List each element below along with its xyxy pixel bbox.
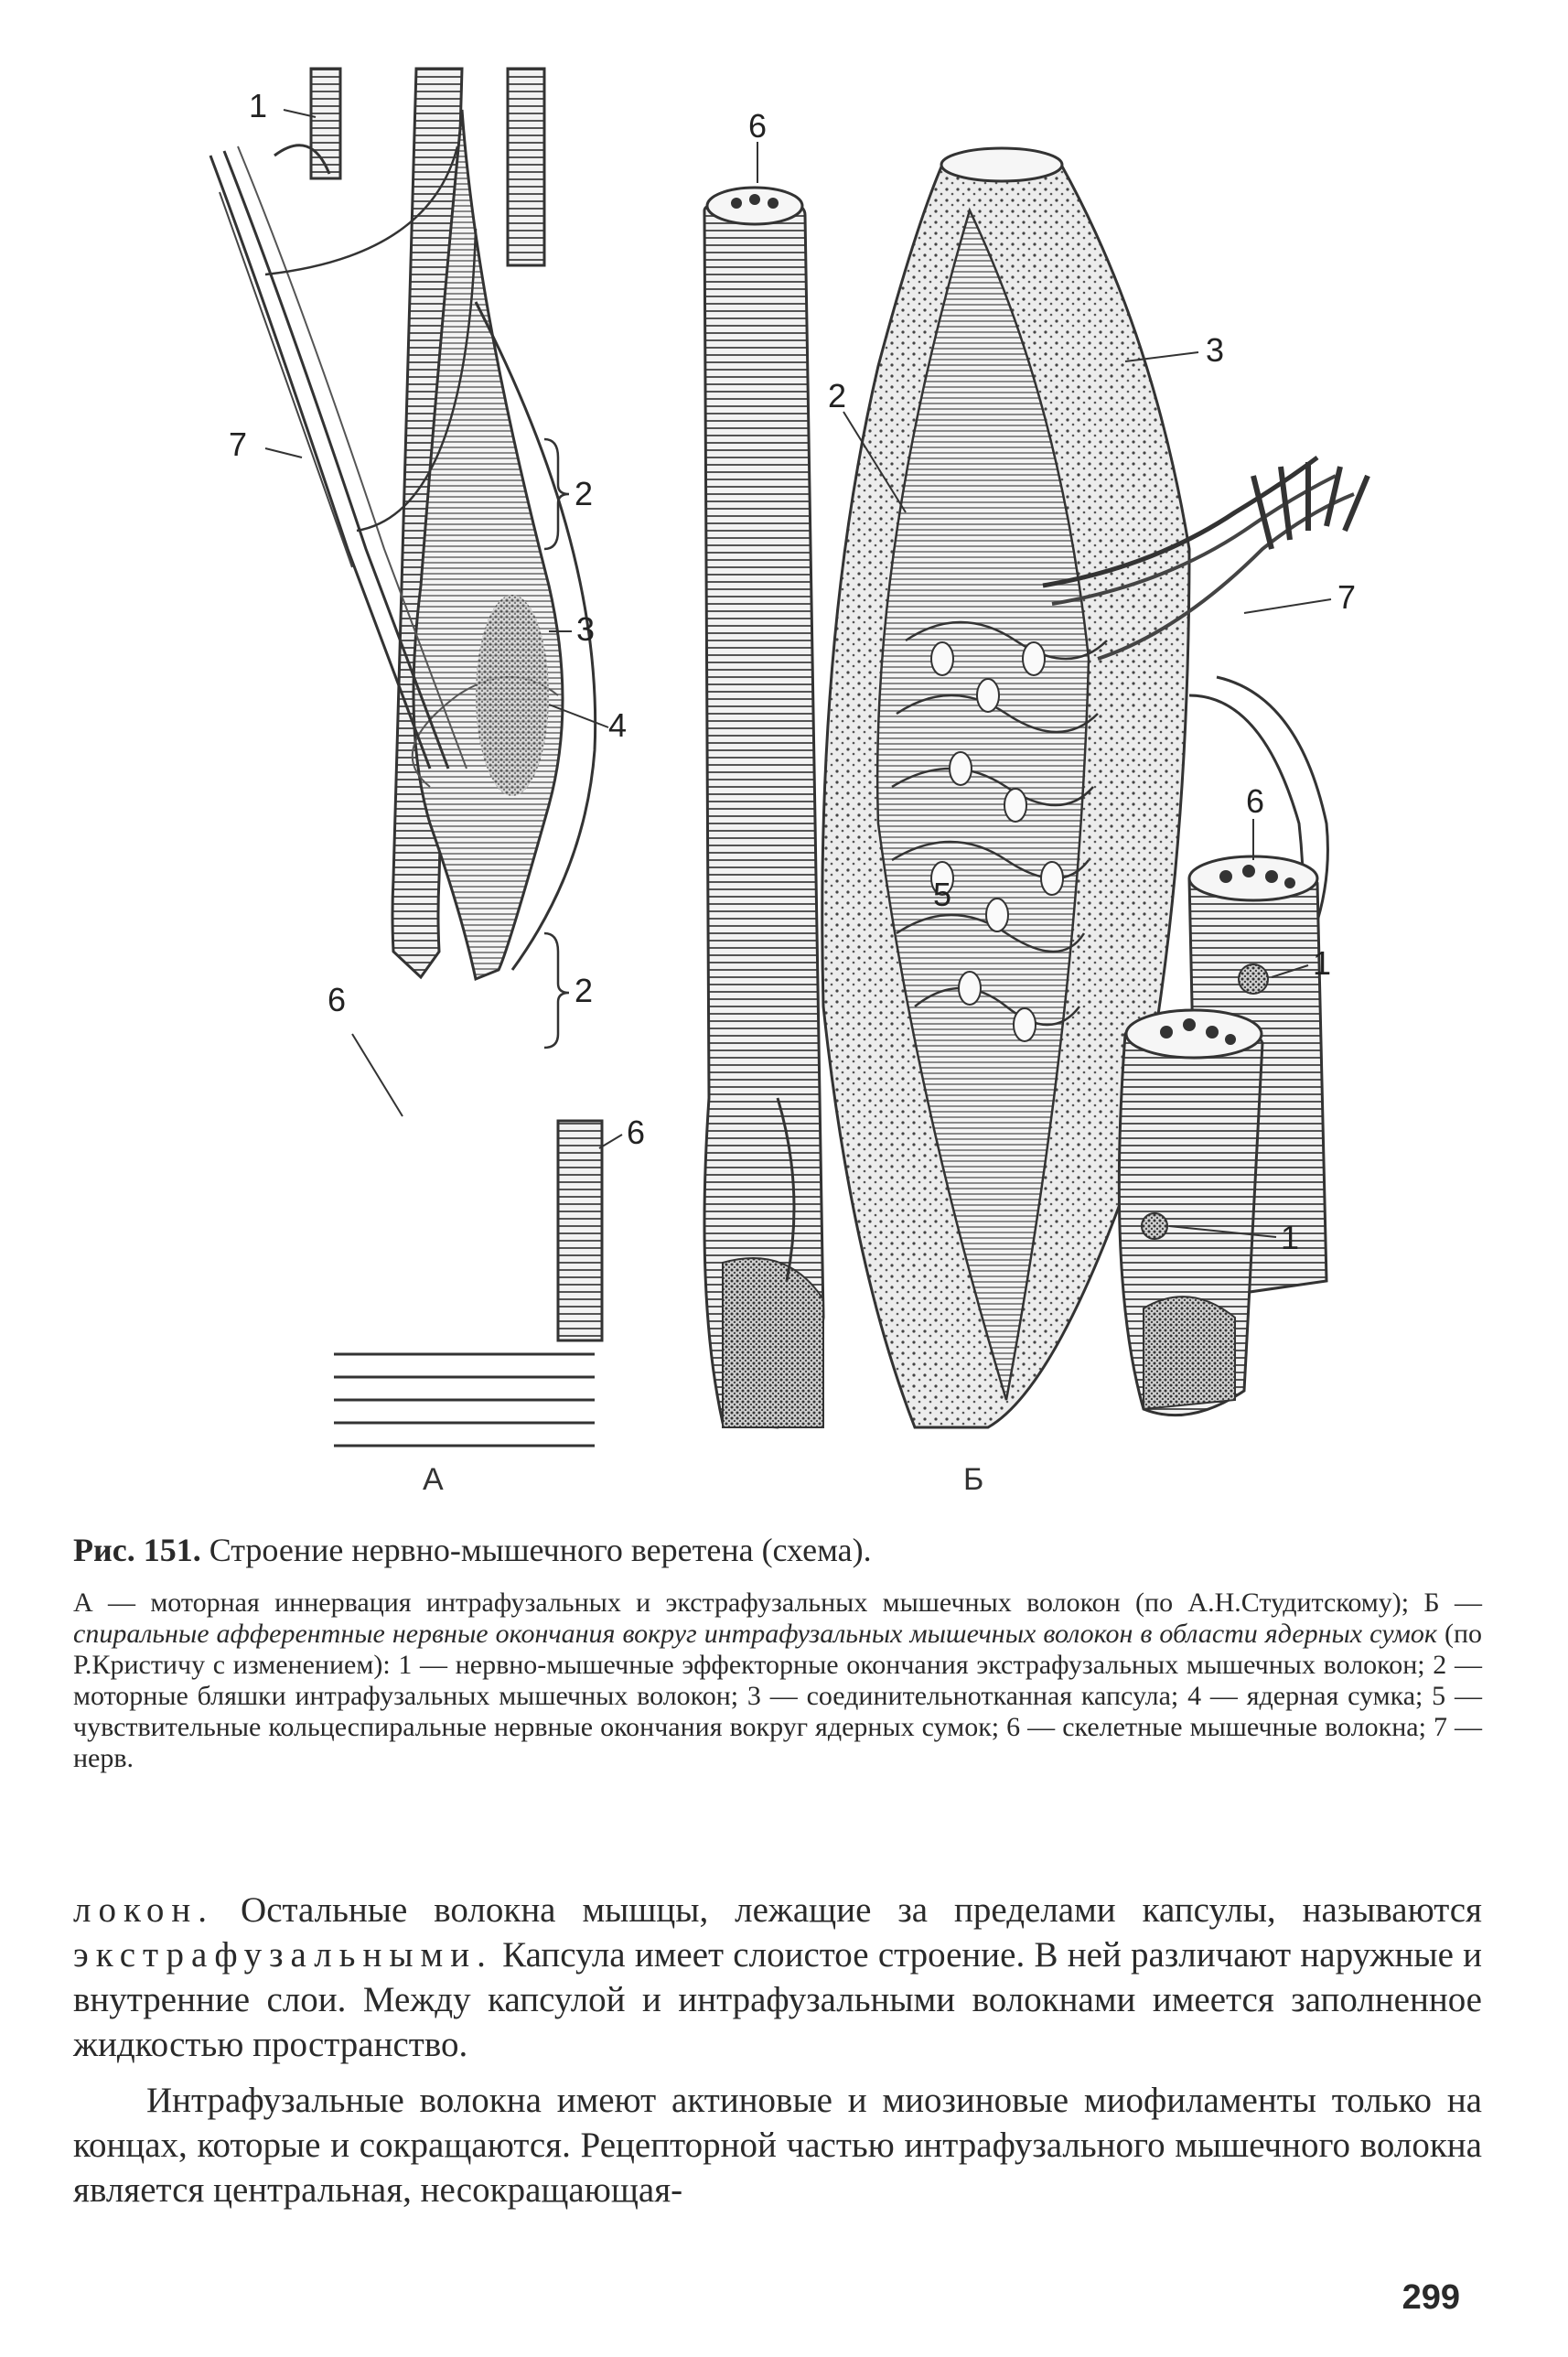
callout-a-2-bottom: 2 [575,972,594,1009]
callout-b-5: 5 [933,876,952,913]
callout-a-2-top: 2 [575,475,594,512]
callout-b-3: 3 [1206,331,1225,369]
callout-a-3: 3 [576,610,596,648]
panel-b-label: Б [963,1462,984,1497]
body-text [73,1888,1482,2212]
callout-b-1-top: 1 [1313,944,1332,982]
callout-b-2: 2 [828,377,847,414]
caption-part-b: спиральные афферентные нервные окончания вокруг интрафузальных мышечных волокон в области ядерных сумок [73,1619,1437,1649]
callout-b-6-right: 6 [1246,782,1265,820]
callout-a-6: 6 [328,981,347,1018]
figure-number: Рис. 151. [73,1532,201,1568]
caption-part-a: А — моторная иннервация интрафузальных и экстрафузальных мышечных волокон (по А.Н.Студитскому); Б — [73,1587,1482,1618]
motor-ending [1239,964,1268,994]
callout-b-7: 7 [1337,578,1357,616]
muscle-fiber [311,69,340,178]
nuclear-bag [476,595,549,796]
callout-b-6-top: 6 [748,107,768,145]
figure-caption-body [73,1587,1482,1774]
page-number: 299 [1402,2278,1460,2317]
muscle-fiber [508,69,544,265]
paragraph-1 [73,1888,1482,2067]
callout-a-7: 7 [229,425,248,463]
spaced-term-extrafusal: экстрафузальными. [73,1935,493,1975]
tendon [1144,1297,1235,1409]
panel-a-label: А [423,1462,444,1497]
callout-a-6-bottom: 6 [627,1114,646,1151]
callout-a-1: 1 [249,87,268,124]
paragraph-1-text: Остальные волокна мышцы, лежащие за пределами капсулы, называются [241,1890,1482,1930]
panel-a-drawing [210,69,622,1446]
fiber-cross-section [707,188,802,224]
tendon [723,1258,823,1427]
muscle-fiber [704,197,823,1427]
caption-legend: (по Р.Кристичу с изменением): 1 — нервно-мышечные эффекторные окончания экстрафузальных мышечных волокон; 2 — моторные бляшки интрафузальных мышечных волокон; 3 — соединительнотканная капсула; 4 — ядерная сумка; 5 — чувствительные кольцеспиральные нервные окончания вокруг ядерных сумок; 6 — скелетные мышечные волокна; 7 — нерв. [73,1619,1483,1773]
callout-a-4: 4 [608,706,628,744]
muscle-fiber [558,1121,602,1340]
panel-b-drawing [704,142,1368,1427]
figure-caption-title [73,1530,1482,1570]
spaced-word-1: локон. [73,1890,215,1930]
motor-ending [1142,1213,1167,1239]
paragraph-1-rest: Капсула имеет слоистое строение. В ней различают наружные и внутренние слои. Между капсулой и интрафузальными волокнами имеется заполненное жидкостью пространство. [73,1935,1483,2064]
paragraph-2: Интрафузальные волокна имеют актиновые и миозиновые миофиламенты только на концах, которые и сокращаются. Рецепторной частью интрафузального мышечного волокна является центральная, несокращающая- [73,2081,1482,2210]
callout-b-1-bottom: 1 [1281,1219,1300,1256]
figure-title: Строение нервно-мышечного веретена (схема). [209,1532,872,1568]
